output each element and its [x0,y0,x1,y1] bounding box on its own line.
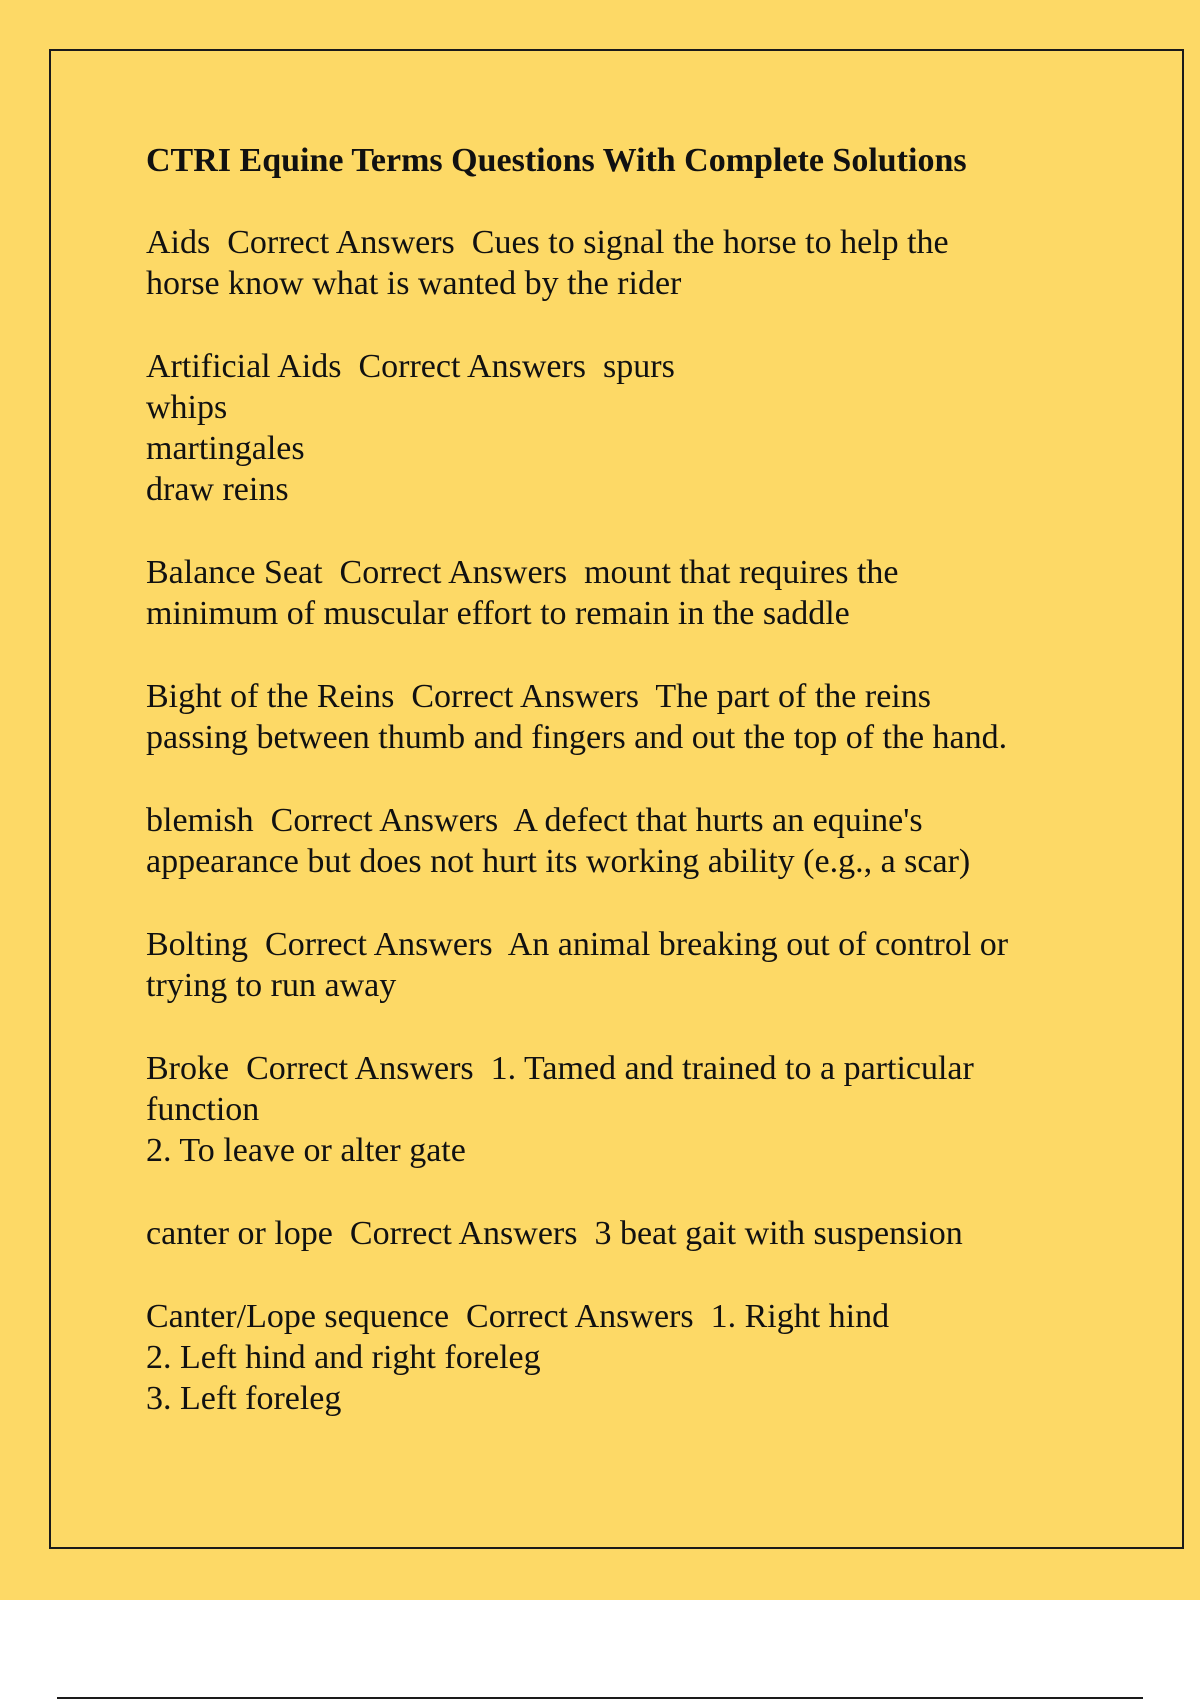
entry-line: passing between thumb and fingers and out the top of the hand. [146,719,1008,756]
entry-line: Canter/Lope sequence Correct Answers 1. Right hind [146,1298,890,1335]
term-entry-balance-seat [146,552,1146,634]
entry-line: Aids Correct Answers Cues to signal the horse to help the [146,224,949,261]
term-entry-broke [146,1048,1146,1171]
entry-line: Bolting Correct Answers An animal breaking out of control or [146,926,1009,963]
entry-line: appearance but does not hurt its working ability (e.g., a scar) [146,843,971,880]
term-entry-aids [146,222,1146,304]
entry-line: function [146,1091,260,1128]
entry-line: 2. Left hind and right foreleg [146,1339,541,1376]
entry-line: 3. Left foreleg [146,1380,342,1417]
document-content [146,140,1146,1461]
term-entry-blemish [146,800,1146,882]
term-entry-artificial-aids [146,346,1146,510]
entry-line: minimum of muscular effort to remain in the saddle [146,595,850,632]
entry-line: draw reins [146,471,289,508]
document-title: CTRI Equine Terms Questions With Complete Solutions [146,142,967,179]
entry-line: 2. To leave or alter gate [146,1132,466,1169]
entry-line: canter or lope Correct Answers 3 beat gait with suspension [146,1215,963,1252]
term-entry-canter-or-lope [146,1213,1146,1254]
entry-line: martingales [146,430,305,467]
entry-line: Balance Seat Correct Answers mount that requires the [146,554,899,591]
entry-line: blemish Correct Answers A defect that hurts an equine's [146,802,923,839]
entry-line: whips [146,389,228,426]
term-entry-bight-of-the-reins [146,676,1146,758]
entry-line: Artificial Aids Correct Answers spurs [146,348,675,385]
term-entry-bolting [146,924,1146,1006]
entry-line: Broke Correct Answers 1. Tamed and trained to a particular [146,1050,974,1087]
term-entry-canter-lope-sequence [146,1296,1146,1419]
next-page-rule [57,1697,1143,1699]
entry-line: horse know what is wanted by the rider [146,265,682,302]
entry-line: trying to run away [146,967,397,1004]
entry-line: Bight of the Reins Correct Answers The part of the reins [146,678,931,715]
